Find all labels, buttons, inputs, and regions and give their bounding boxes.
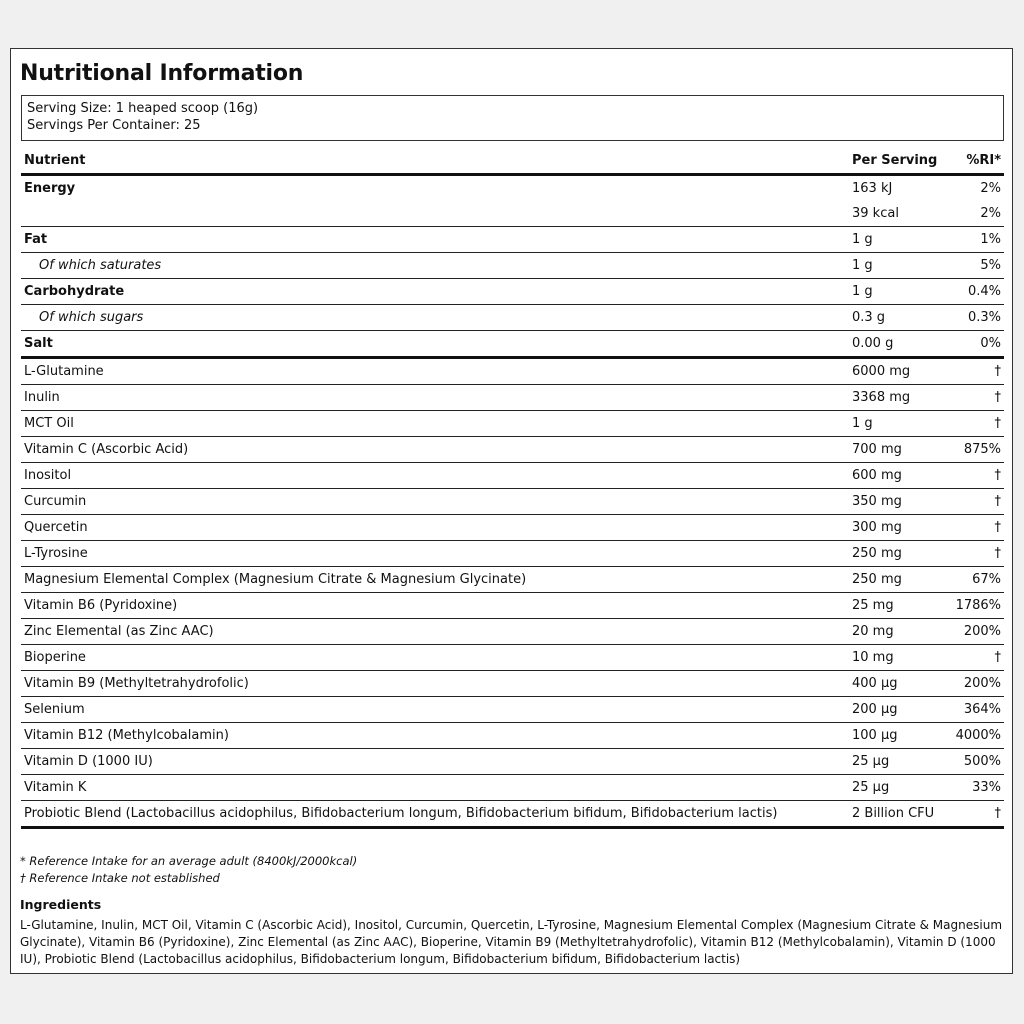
ri-percent-cell: 67% [947,567,1004,593]
per-serving-cell: 100 µg [849,723,947,749]
table-row [21,671,1004,697]
serving-size: Serving Size: 1 heaped scoop (16g) [27,101,259,116]
nutrient-name-cell: Vitamin B12 (Methylcobalamin) [21,723,849,749]
ri-percent-cell: † [947,411,1004,437]
dagger-footnote: † Reference Intake not established [20,871,220,885]
ri-percent-cell: † [947,801,1004,828]
per-serving-cell: 3368 mg [849,385,947,411]
table-row [21,801,1004,828]
table-row [21,227,1004,253]
nutrient-name-cell: Bioperine [21,645,849,671]
per-serving-cell: 25 µg [849,749,947,775]
nutrient-name-cell: Vitamin C (Ascorbic Acid) [21,437,849,463]
ri-percent-cell: 200% [947,619,1004,645]
table-row [21,775,1004,801]
table-row [21,489,1004,515]
table-row [21,411,1004,437]
table-row [21,437,1004,463]
table-row [21,697,1004,723]
footnotes [20,853,357,887]
ri-percent-cell: † [947,385,1004,411]
nutrient-name-cell: Zinc Elemental (as Zinc AAC) [21,619,849,645]
nutrient-name-cell: Energy [24,180,76,196]
table-row [21,463,1004,489]
nutrient-name-cell: Inositol [21,463,849,489]
per-serving-cell: 25 mg [849,593,947,619]
nutrition-table-body [21,175,1004,828]
per-serving-cell: 400 µg [849,671,947,697]
per-serving-cell: 200 µg [849,697,947,723]
ri-percent-cell: 875% [947,437,1004,463]
table-row [21,385,1004,411]
nutrient-name-cell: Vitamin B9 (Methyltetrahydrofolic) [21,671,849,697]
nutrient-name-cell: Magnesium Elemental Complex (Magnesium Citrate & Magnesium Glycinate) [21,567,849,593]
table-row [21,175,1004,202]
ri-percent-cell: 2% [980,180,1001,196]
nutrient-name-cell [21,201,849,227]
per-serving-cell: 2 Billion CFU [849,801,947,828]
per-serving-cell: 600 mg [849,463,947,489]
per-serving-cell: 1 g [849,253,947,279]
per-serving-cell: 10 mg [849,645,947,671]
table-row [21,567,1004,593]
table-row [21,645,1004,671]
per-serving-cell: 0.00 g [849,331,947,358]
per-serving-cell: 700 mg [849,437,947,463]
header-per-serving: Per Serving [849,149,947,175]
nutrient-name-cell: MCT Oil [21,411,849,437]
per-serving-cell: 20 mg [849,619,947,645]
ri-percent-cell: 0% [947,331,1004,358]
nutrient-name-cell: Fat [21,227,849,253]
nutrient-name-cell: L-Glutamine [21,358,849,385]
ri-percent-cell: 0.4% [947,279,1004,305]
ingredients-list: L-Glutamine, Inulin, MCT Oil, Vitamin C (Ascorbic Acid), Inositol, Curcumin, Quercetin, L-Tyrosine, Magnesium Elemental Complex (Magnesium Citrate & Magnesium Glycinate), Vitamin B6 (Pyridoxine), Zinc Elemental (as Zinc AAC), Bioperine, Vitamin B9 (Methyltetrahydrofolic), Vitamin B12 (Methylcobalamin), Vitamin D (1000 IU), Probiotic Blend (Lactobacillus acidophilus, Bifidobacterium longum, Bifidobacterium bifidum, Bifidobacterium lactis) [20,918,1003,966]
nutrient-name-cell: Vitamin D (1000 IU) [21,749,849,775]
table-row [21,593,1004,619]
table-row [21,201,1004,227]
per-serving-cell: 6000 mg [849,358,947,385]
per-serving-cell: 0.3 g [849,305,947,331]
nutrient-name-cell: Selenium [21,697,849,723]
per-serving-cell: 250 mg [849,541,947,567]
servings-per-container: Servings Per Container: 25 [27,118,201,133]
per-serving-cell: 250 mg [849,567,947,593]
nutrient-name-cell: Salt [21,331,849,358]
per-serving-cell: 350 mg [849,489,947,515]
page-title: Nutritional Information [20,61,304,86]
nutrient-name-cell: Of which saturates [21,253,849,279]
ri-percent-cell: † [947,515,1004,541]
table-row [21,541,1004,567]
nutrient-name-cell: Inulin [21,385,849,411]
ri-percent-cell: 4000% [947,723,1004,749]
nutrition-table [21,149,1004,829]
ri-percent-cell: 33% [947,775,1004,801]
table-row [21,279,1004,305]
nutrition-panel [10,48,1013,974]
table-row [21,358,1004,385]
ri-percent-cell: 1786% [947,593,1004,619]
table-row [21,515,1004,541]
ri-percent-cell: † [947,645,1004,671]
per-serving-cell: 163 kJ [852,180,893,196]
per-serving-cell: 39 kcal [849,201,947,227]
per-serving-cell: 300 mg [849,515,947,541]
per-serving-cell: 1 g [849,227,947,253]
serving-info-box [21,95,1004,141]
nutrient-name-cell: Quercetin [21,515,849,541]
ri-percent-cell: 2% [947,201,1004,227]
per-serving-cell: 25 µg [849,775,947,801]
table-header-row [21,149,1004,175]
table-row [21,305,1004,331]
header-ri: %RI* [947,149,1004,175]
ri-percent-cell: † [947,489,1004,515]
per-serving-cell: 1 g [849,279,947,305]
table-row [21,723,1004,749]
nutrient-name-cell: Curcumin [21,489,849,515]
table-row [21,619,1004,645]
table-row [21,253,1004,279]
ri-percent-cell: † [947,463,1004,489]
ri-percent-cell: † [947,358,1004,385]
per-serving-cell: 1 g [849,411,947,437]
ri-percent-cell: 0.3% [947,305,1004,331]
nutrient-name-cell: Vitamin K [21,775,849,801]
ri-percent-cell: 364% [947,697,1004,723]
ri-percent-cell: 1% [947,227,1004,253]
table-row [21,331,1004,358]
ri-percent-cell: 200% [947,671,1004,697]
ri-percent-cell: † [947,541,1004,567]
nutrient-name-cell: Vitamin B6 (Pyridoxine) [21,593,849,619]
header-nutrient: Nutrient [21,149,849,175]
ri-percent-cell: 500% [947,749,1004,775]
ingredients-heading: Ingredients [20,897,102,912]
table-row [21,749,1004,775]
ri-percent-cell: 5% [947,253,1004,279]
nutrient-name-cell: Probiotic Blend (Lactobacillus acidophilus, Bifidobacterium longum, Bifidobacterium bifidum, Bifidobacterium lactis) [21,801,849,828]
nutrient-name-cell: Of which sugars [21,305,849,331]
nutrient-name-cell: Carbohydrate [21,279,849,305]
nutrient-name-cell: L-Tyrosine [21,541,849,567]
ri-footnote: * Reference Intake for an average adult (8400kJ/2000kcal) [20,854,358,868]
